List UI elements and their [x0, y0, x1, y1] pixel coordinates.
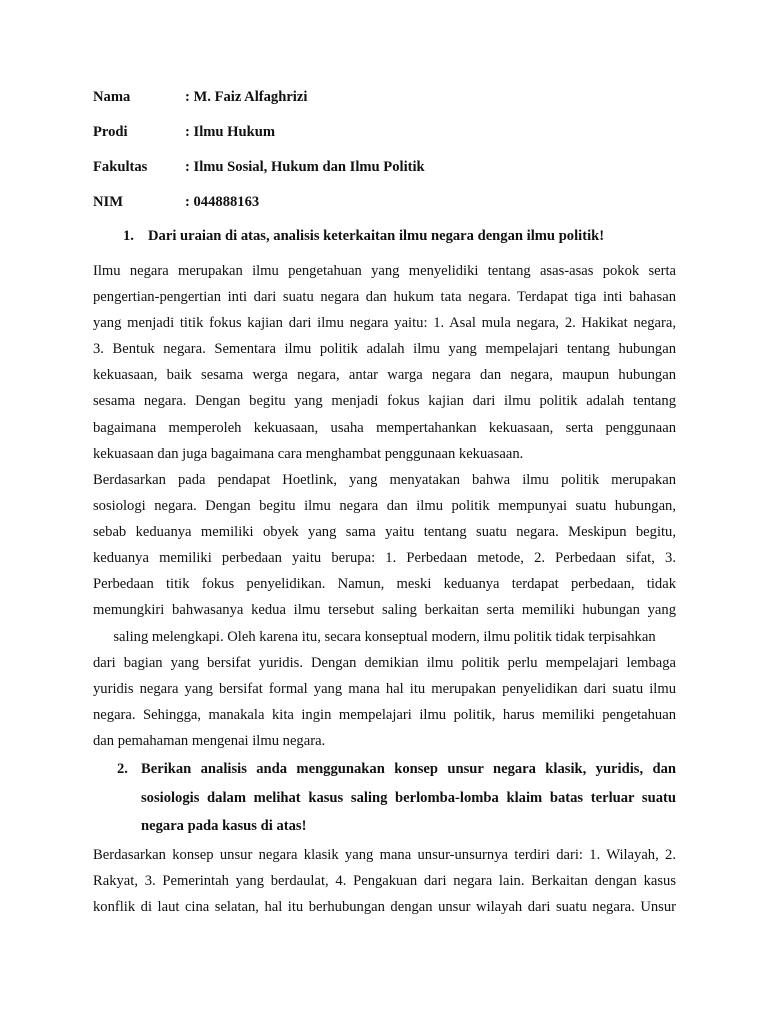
nim-label: NIM	[93, 194, 123, 210]
nim-value: : 044888163	[185, 194, 260, 210]
answer-1-p2-line: yuridis negara yang bersifat formal yang mana hal itu merupakan penyelidikan dari suatu ilmu	[93, 680, 676, 697]
answer-1-p2-line: Berdasarkan pada pendapat Hoetlink, yang menyatakan bahwa ilmu politik merupakan	[93, 472, 676, 488]
question-1	[123, 222, 683, 251]
fakultas-label: Fakultas	[93, 159, 148, 175]
prodi-value: : Ilmu Hukum	[185, 124, 276, 140]
answer-1-p1-line: 3. Bentuk negara. Sementara ilmu politik adalah ilmu yang mempelajari tentang hubungan	[93, 341, 676, 358]
answer-1-p2-line: memungkiri bahwasanya kedua ilmu tersebut saling berkaitan serta memiliki hubungan yang	[93, 602, 676, 619]
answer-2-p1-line: Berdasarkan konsep unsur negara klasik yang mana unsur-unsurnya terdiri dari: 1. Wilayah, 2.	[93, 847, 676, 863]
answer-1-p2-line: Perbedaan titik fokus penyelidikan. Namun, meski keduanya terdapat perbedaan, tidak	[93, 576, 676, 593]
fakultas-value: : Ilmu Sosial, Hukum dan Ilmu Politik	[185, 159, 425, 175]
question-1-text: Dari uraian di atas, analisis keterkaitan ilmu negara dengan ilmu politik!	[148, 228, 605, 244]
nama-label: Nama	[93, 89, 131, 105]
answer-2-paragraph-1	[93, 842, 676, 920]
answer-1-p2-line: dari bagian yang bersifat yuridis. Dengan demikian ilmu politik perlu mempelajari lembaga	[93, 654, 676, 671]
question-2-line: negara pada kasus di atas!	[141, 818, 307, 834]
answer-1-p1-line: Ilmu negara merupakan ilmu pengetahuan yang menyelidiki tentang asas-asas pokok serta	[93, 263, 676, 279]
answer-1-paragraph-2	[93, 467, 676, 754]
answer-1-p1-line: yang menjadi titik fokus kajian dari ilmu negara yaitu: 1. Asal mula negara, 2. Hakikat negara,	[93, 315, 676, 332]
answer-1-p2-line: negara. Sehingga, manakala kita ingin mempelajari ilmu politik, harus memiliki pengetahuan	[93, 706, 676, 723]
answer-1-p1-line: bagaimana memperoleh kekuasaan, usaha mempertahankan kekuasaan, serta penggunaan	[93, 419, 676, 436]
prodi-label: Prodi	[93, 124, 128, 140]
answer-1-p2-line: saling melengkapi. Oleh karena itu, secara konseptual modern, ilmu politik tidak terpisahkan	[113, 628, 656, 645]
nama-value: : M. Faiz Alfaghrizi	[185, 89, 308, 105]
answer-1-paragraph-1	[93, 258, 676, 467]
answer-1-p1-line: pengertian-pengertian inti dari suatu negara dan hukum tata negara. Terdapat tiga inti bahasan	[93, 289, 676, 306]
question-2-line: sosiologis dalam melihat kasus saling berlomba-lomba klaim batas terluar suatu	[141, 789, 676, 806]
answer-1-p1-line: sesama negara. Dengan begitu yang menjadi fokus kajian dari ilmu politik adalah tentang	[93, 393, 676, 410]
answer-1-p1-line: kekuasaan, baik sesama werga negara, antar warga negara dan negara, maupun hubungan	[93, 367, 676, 384]
identity-row-prodi	[93, 123, 275, 141]
question-2	[117, 755, 676, 841]
answer-2-p1-line: konflik di laut cina selatan, hal itu berhubungan dengan unsur wilayah dari suatu negara. Unsur	[93, 899, 676, 916]
identity-row-nim	[93, 193, 259, 211]
identity-row-fakultas	[93, 158, 425, 176]
question-2-line: Berikan analisis anda menggunakan konsep unsur negara klasik, yuridis, dan	[141, 761, 676, 777]
answer-1-p2-line: sebab keduanya memiliki obyek yang sama yaitu tentang suatu negara. Meskipun begitu,	[93, 524, 676, 541]
question-1-number: 1.	[123, 228, 134, 244]
answer-1-p2-line: dan pemahaman mengenai ilmu negara.	[93, 732, 326, 749]
identity-row-nama	[93, 88, 307, 106]
answer-1-p2-line: keduanya memiliki perbedaan yaitu berupa: 1. Perbedaan metode, 2. Perbedaan sifat, 3.	[93, 550, 676, 567]
answer-1-p2-line: sosiologi negara. Dengan begitu ilmu negara dan ilmu politik mempunyai suatu hubungan,	[93, 498, 676, 515]
answer-1-p1-line: kekuasaan dan juga bagaimana cara menghambat penggunaan kekuasaan.	[93, 445, 524, 462]
answer-2-p1-line: Rakyat, 3. Pemerintah yang berdaulat, 4. Pengakuan dari negara lain. Berkaitan dengan kasus	[93, 873, 676, 890]
question-2-number: 2.	[117, 761, 128, 777]
